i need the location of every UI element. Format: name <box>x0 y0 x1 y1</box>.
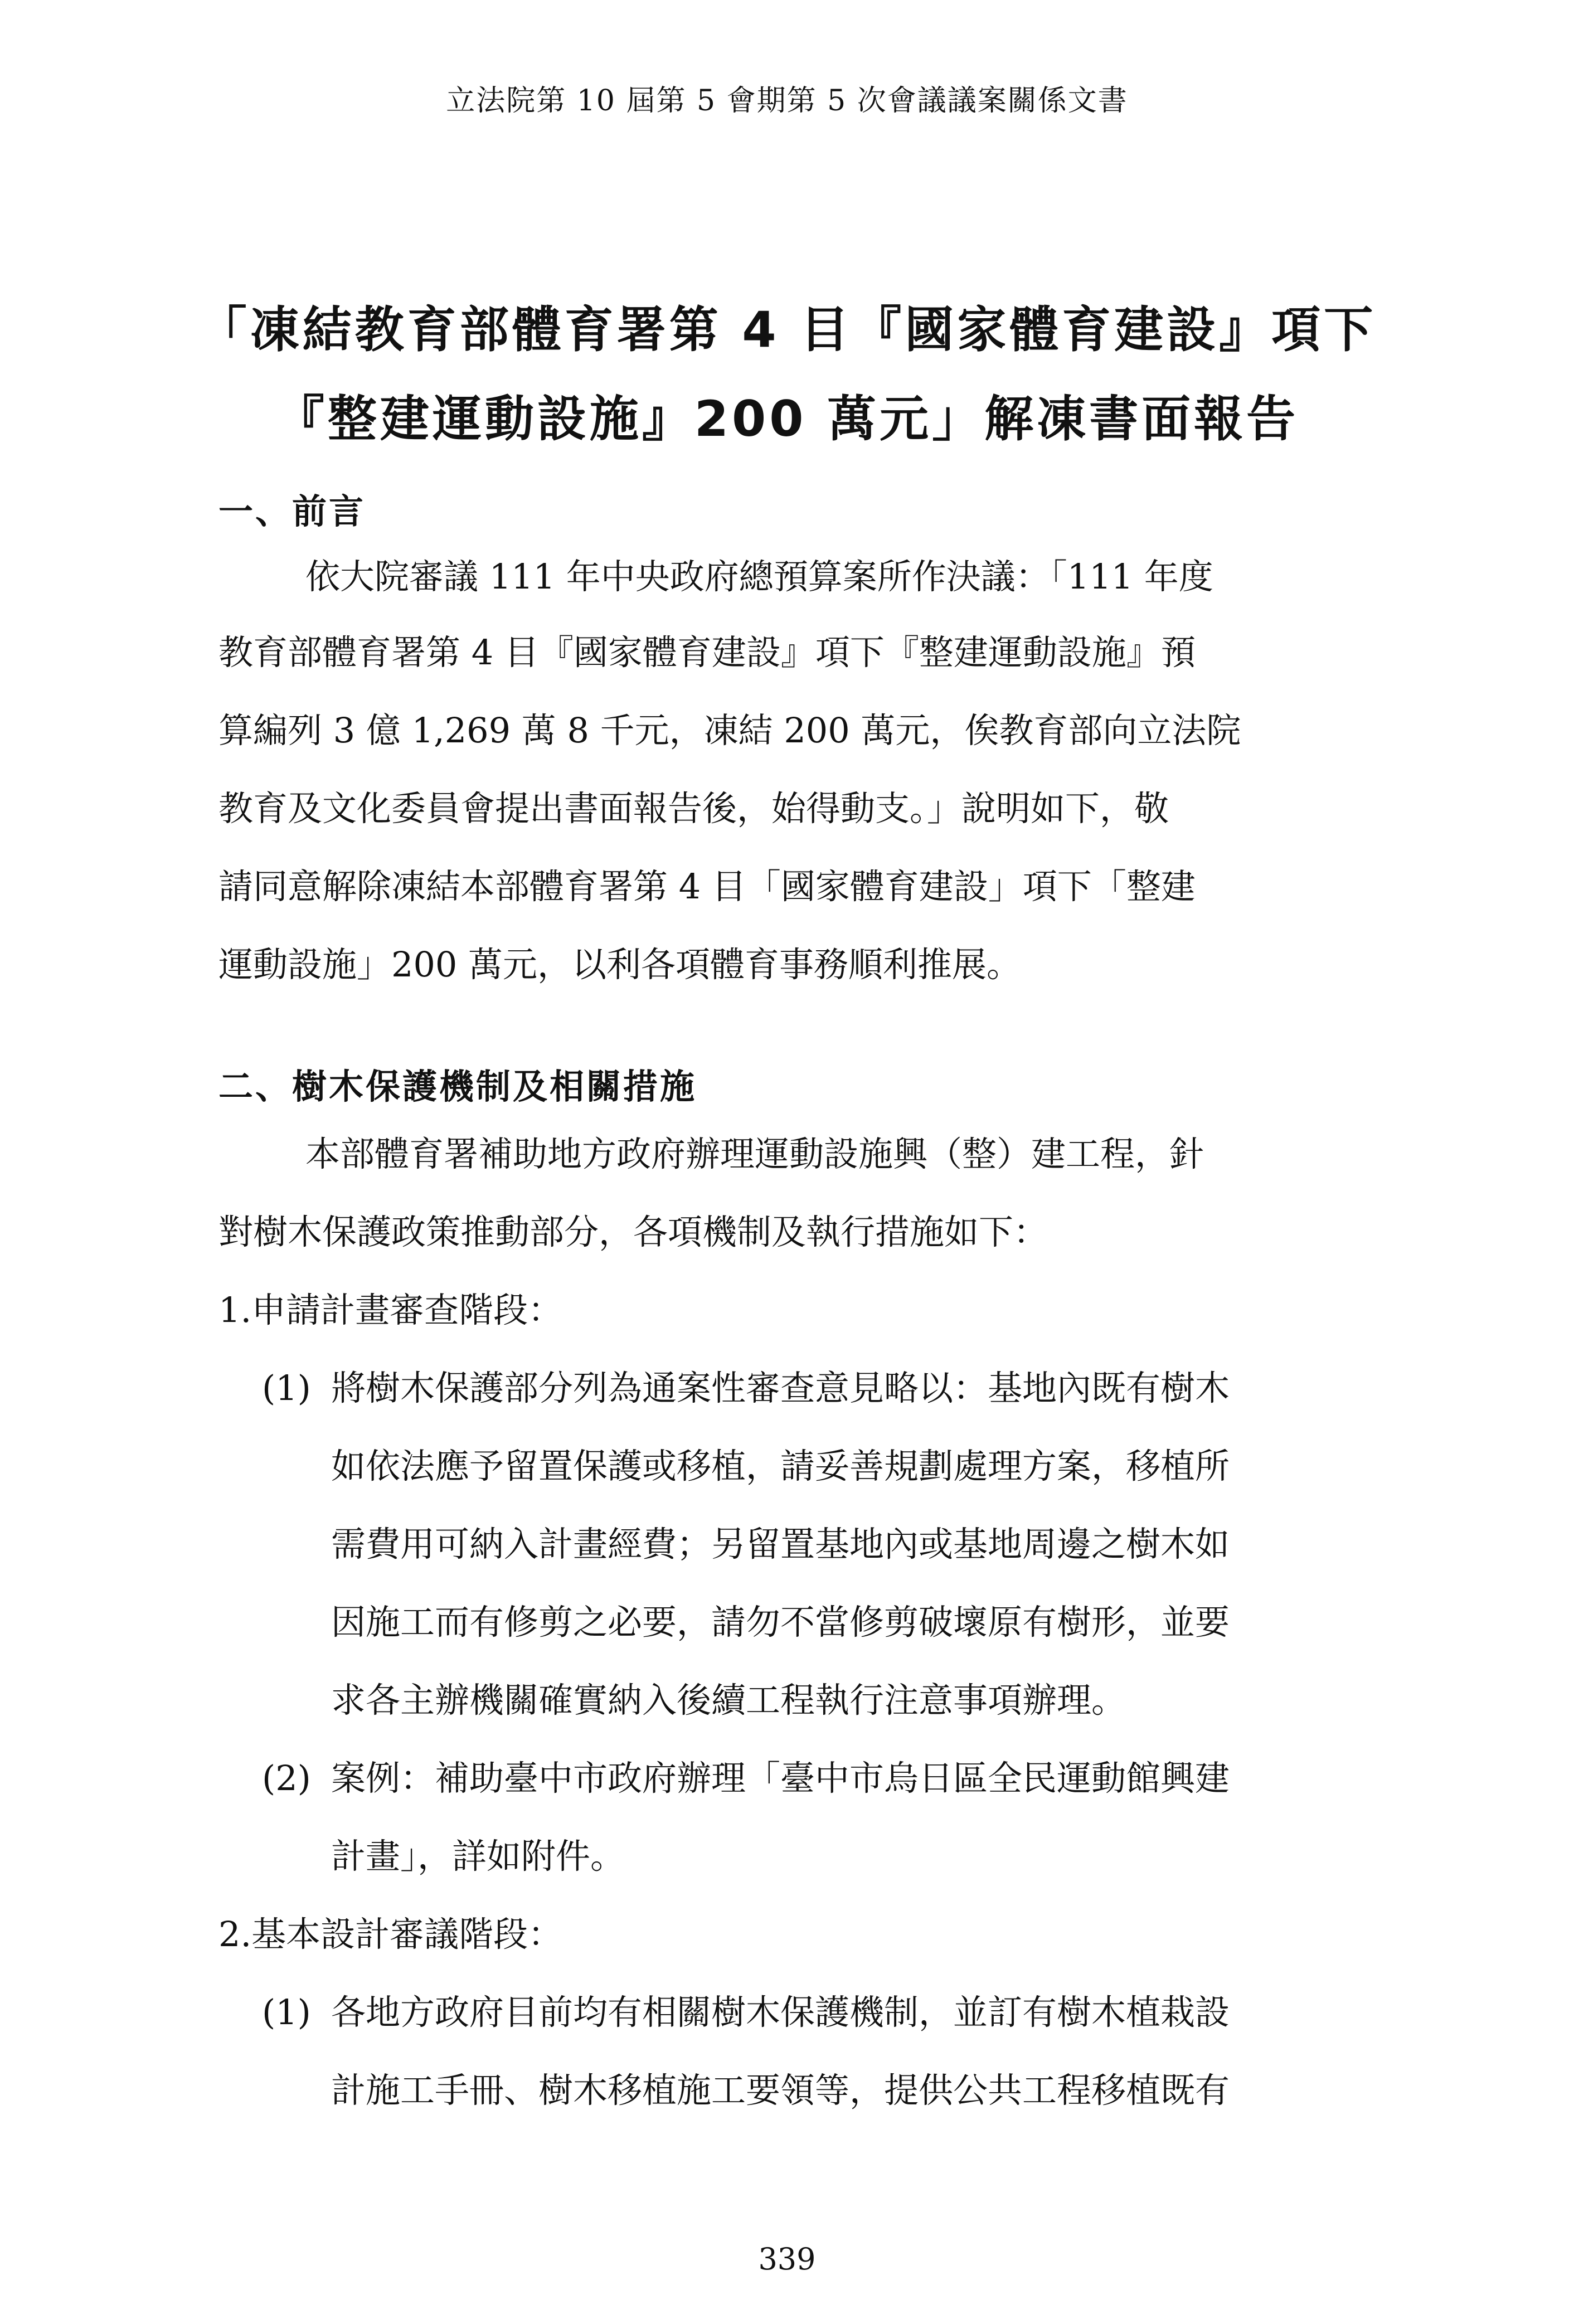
list-item-label: 1.申請計畫審查階段： <box>218 1290 563 1330</box>
list-item-label: 2.基本設計審議階段： <box>218 1914 563 1955</box>
report-title-line-1: 「凍結教育部體育署第 4 目『國家體育建設』項下 <box>197 301 1377 358</box>
subitem-line: 因施工而有修剪之必要，請勿不當修剪破壞原有樹形，並要 <box>331 1602 1230 1642</box>
subitem-number: (1) <box>262 1992 311 2033</box>
paragraph-line: 請同意解除凍結本部體育署第 4 目「國家體育建設」項下「整建 <box>218 866 1196 907</box>
subitem-line: 計畫」，詳如附件。 <box>331 1836 625 1876</box>
subitem-line: 案例：補助臺中市政府辦理「臺中市烏日區全民運動館興建 <box>331 1758 1230 1798</box>
subitem-line: 如依法應予留置保護或移植，請妥善規劃處理方案，移植所 <box>331 1446 1230 1486</box>
paragraph-line: 本部體育署補助地方政府辦理運動設施興（整）建工程，針 <box>305 1134 1204 1174</box>
section-heading-tree-protection: 二、樹木保護機制及相關措施 <box>218 1066 697 1107</box>
paragraph-line: 教育部體育署第 4 目『國家體育建設』項下『整建運動設施』預 <box>218 632 1196 673</box>
paragraph-line: 教育及文化委員會提出書面報告後，始得動支。」說明如下，敬 <box>218 788 1169 829</box>
report-title-line-2: 『整建運動設施』200 萬元」解凍書面報告 <box>275 390 1299 448</box>
subitem-line: 求各主辦機關確實納入後續工程執行注意事項辦理。 <box>331 1680 1126 1720</box>
subitem-line: 需費用可納入計畫經費；另留置基地內或基地周邊之樹木如 <box>331 1524 1230 1564</box>
paragraph-line: 對樹木保護政策推動部分，各項機制及執行措施如下： <box>218 1212 1048 1252</box>
paragraph-line: 算編列 3 億 1,269 萬 8 千元，凍結 200 萬元，俟教育部向立法院 <box>218 710 1241 751</box>
subitem-number: (1) <box>262 1368 311 1408</box>
subitem-number: (2) <box>262 1758 311 1798</box>
page-number: 339 <box>758 2242 816 2277</box>
subitem-line: 各地方政府目前均有相關樹木保護機制，並訂有樹木植栽設 <box>331 1992 1230 2033</box>
paragraph-line: 運動設施」200 萬元，以利各項體育事務順利推展。 <box>218 944 1022 985</box>
section-heading-preface: 一、前言 <box>218 491 366 532</box>
running-header: 立法院第 10 屆第 5 會期第 5 次會議議案關係文書 <box>446 84 1128 118</box>
subitem-line: 將樹木保護部分列為通案性審查意見略以：基地內既有樹木 <box>331 1368 1230 1408</box>
subitem-line: 計施工手冊、樹木移植施工要領等，提供公共工程移植既有 <box>331 2070 1230 2111</box>
paragraph-line: 依大院審議 111 年中央政府總預算案所作決議：「111 年度 <box>305 556 1213 597</box>
